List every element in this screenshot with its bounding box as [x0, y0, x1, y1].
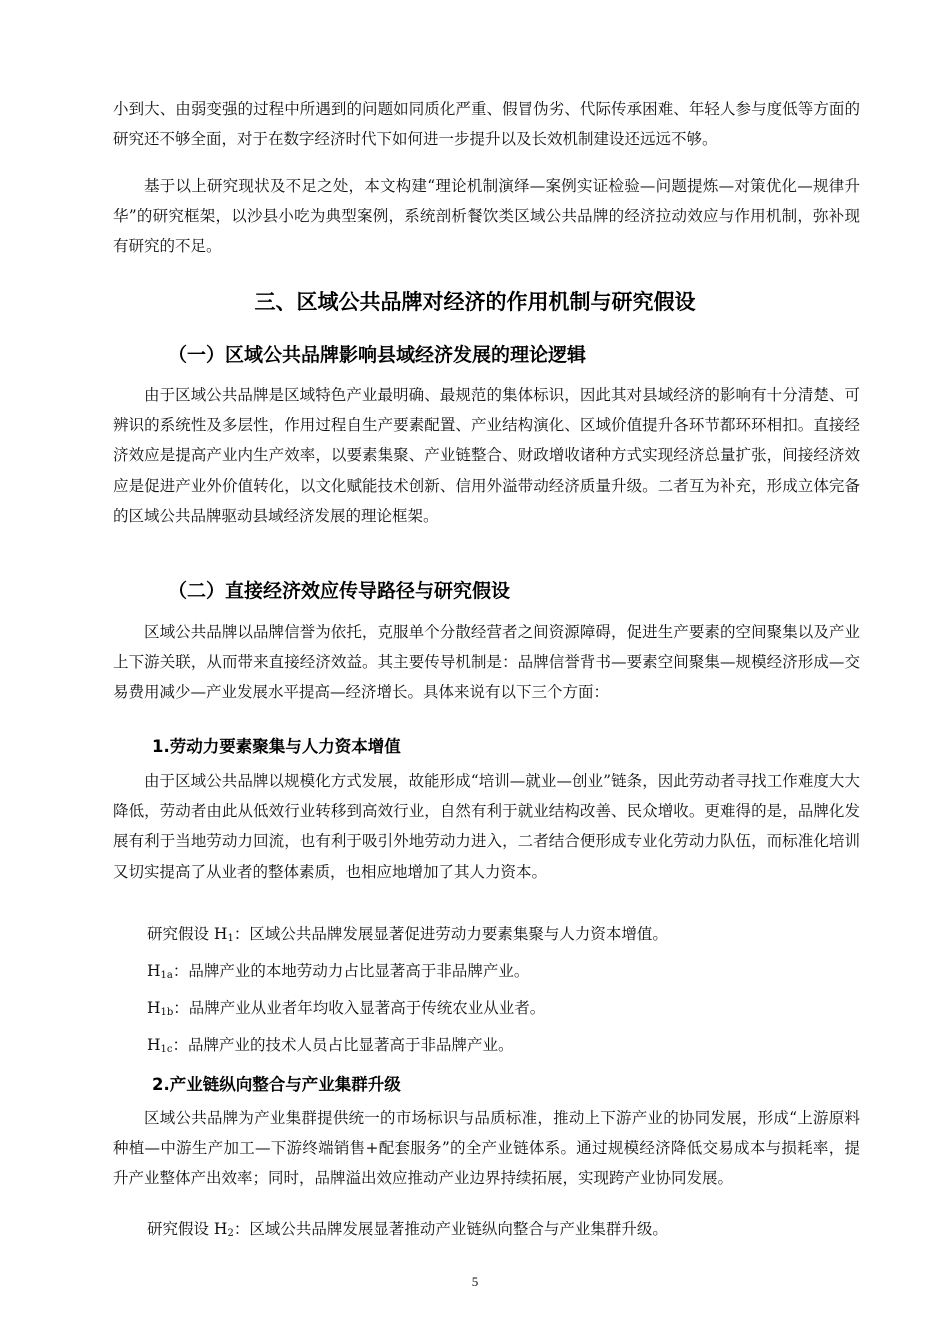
hypothesis-h1b: $H_{1b}$：品牌产业从业者年均收入显著高于传统农业从业者。 [147, 999, 546, 1018]
page-number: 5 [471, 1274, 479, 1289]
paragraph-research-gaps: 小到大、由弱变强的过程中所遇到的问题如同质化严重、假冒伪劣、代际传承困难、年轻人参与度低等方面的研究还不够全面，对于在数字经济时代下如何进一步提升以及长效机制建设还远远不够。 [113, 100, 860, 149]
paragraph-labor: 由于区域公共品牌以规模化方式发展，故能形成“培训—就业—创业”链条，因此劳动者寻找工作难度大大降低，劳动者由此从低效行业转移到高效行业，自然有利于就业结构改善、民众增收。更难得的是，品牌化发展有利于当地劳动力回流，也有利于吸引外地劳动力进入，二者结合便形成专业化劳动力队伍，而标准化培训又切实提高了从业者的整体素质，也相应地增加了其人力资本。 [113, 772, 860, 881]
hypothesis-h1: 研究假设 $H_1$：区域公共品牌发展显著促进劳动力要素集聚与人力资本增值。 [147, 925, 668, 944]
subsection-heading-1: （一）区域公共品牌影响县域经济发展的理论逻辑 [168, 344, 587, 366]
item-heading-1: 1.劳动力要素聚集与人力资本增值 [152, 737, 401, 756]
item-heading-2: 2.产业链纵向整合与产业集群升级 [152, 1075, 401, 1094]
paragraph-direct-effect: 区域公共品牌以品牌信誉为依托，克服单个分散经营者之间资源障碍，促进生产要素的空间聚集以及产业上下游关联，从而带来直接经济效益。其主要传导机制是：品牌信誉背书—要素空间聚集—规模经济形成—交易费用减少—产业发展水平提高—经济增长。具体来说有以下三个方面： [113, 623, 860, 702]
hypothesis-h2: 研究假设 $H_2$：区域公共品牌发展显著推动产业链纵向整合与产业集群升级。 [147, 1220, 668, 1239]
paragraph-theory-logic: 由于区域公共品牌是区域特色产业最明确、最规范的集体标识，因此其对县域经济的影响有十分清楚、可辨识的系统性及多层性，作用过程自生产要素配置、产业结构演化、区域价值提升各环节都环环相扣。直接经济效应是提高产业内生产效率，以要素集聚、产业链整合、财政增收诸种方式实现经济总量扩张，间接经济效应是促进产业外价值转化，以文化赋能技术创新、信用外溢带动经济质量升级。二者互为补充，形成立体完备的区域公共品牌驱动县域经济发展的理论框架。 [113, 386, 860, 525]
section-heading-3: 三、区域公共品牌对经济的作用机制与研究假设 [254, 290, 696, 314]
subsection-heading-2: （二）直接经济效应传导路径与研究假设 [168, 580, 511, 602]
paragraph-framework: 基于以上研究现状及不足之处，本文构建“理论机制演绎—案例实证检验—问题提炼—对策优化—规律升华”的研究框架，以沙县小吃为典型案例，系统剖析餐饮类区域公共品牌的经济拉动效应与作用机制，弥补现有研究的不足。 [113, 177, 860, 256]
hypothesis-h1c: $H_{1c}$：品牌产业的技术人员占比显著高于非品牌产业。 [147, 1036, 514, 1055]
hypothesis-h1a: $H_{1a}$：品牌产业的本地劳动力占比显著高于非品牌产业。 [147, 962, 530, 981]
paragraph-industry-chain: 区域公共品牌为产业集群提供统一的市场标识与品质标准，推动上下游产业的协同发展，形成“上游原料种植—中游生产加工—下游终端销售+配套服务”的全产业链体系。通过规模经济降低交易成本与损耗率，提升产业整体产出效率；同时，品牌溢出效应推动产业边界持续拓展，实现跨产业协同发展。 [113, 1109, 860, 1188]
